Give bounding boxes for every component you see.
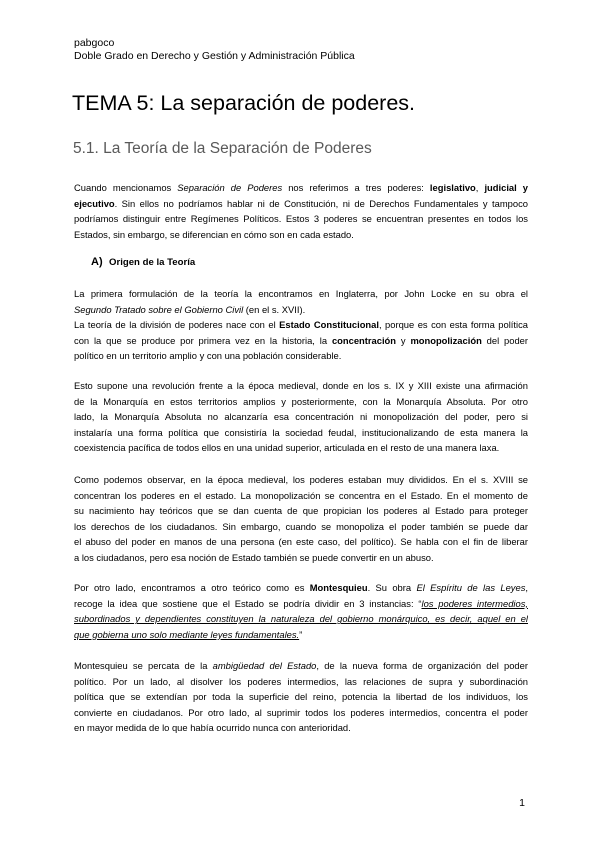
text-line: coexistencia pacífica de todos ellos en una unidad superior, articulada en el resto de una manera laxa. [74, 442, 500, 454]
text-line: Estados, sin embargo, se diferencian en cómo son en cada estado. [74, 228, 354, 240]
text-line: lado, la Monarquía Absoluta no alcanzaría esa concentración ni monopolización del poder, pero si [74, 411, 528, 423]
text-line: los derechos de los ciudadanos. Sin embargo, cuando se monopoliza el poder también se puede dar [74, 520, 528, 532]
page-number: 1 [519, 797, 525, 809]
text-line: de la Monarquía en estos territorios amplios y posteriormente, con la Monarquía Absoluta. Por otro [74, 395, 528, 407]
text-line: que gobierna uno solo mediante leyes fundamentales.” [74, 628, 303, 640]
subsection-label: Origen de la Teoría [109, 257, 196, 268]
page-header [74, 37, 355, 63]
section-heading: 5.1. La Teoría de la Separación de Poderes [73, 140, 372, 157]
paragraph-montesquieu [74, 580, 528, 642]
text-line: concentran los poderes en el estado. La monopolización se concentra en el Estado. En el momento de [74, 489, 528, 501]
text-line: Por otro lado, encontramos a otro teórico como es Montesquieu. Su obra El Espíritu de las Leyes, [74, 582, 528, 593]
subsection-letter: A) [91, 256, 103, 268]
text-line: a los ciudadanos, pero esa noción de Estado también se puede convertir en un abuso. [74, 551, 434, 563]
text-line: su nacimiento hay teóricos que se dan cuenta de que propician los poderes al Estado para proteger [74, 505, 528, 517]
subsection-heading [91, 256, 195, 268]
document-title: TEMA 5: La separación de poderes. [72, 91, 416, 115]
text-line: instalaría una forma política que consistiría la sociedad feudal, institucionalizando de esta manera la [74, 426, 528, 438]
paragraph-medieval [74, 378, 528, 456]
text-line: La primera formulación de la teoría la encontramos en Inglaterra, por John Locke en su obra el [74, 288, 528, 299]
text-line: con la que se produce por primera vez en la historia, la concentración y monopolización del poder [74, 334, 528, 346]
text-line: en mayor medida de lo que había ocurrido nunca con anterioridad. [74, 722, 351, 734]
text-line: ejecutivo. Sin ellos no podríamos hablar ni de Constitución, ni de Derechos Fundamentales y tampoco [74, 197, 528, 209]
text-line: político. Por un lado, al disolver los poderes intermedios, las relaciones de supra y subordinación [74, 675, 528, 687]
text-line: Cuando mencionamos Separación de Poderes nos referimos a tres poderes: legislativo, judicial y [74, 182, 528, 193]
text-line: convierte en ciudadanos. Por otro lado, al suprimir todos los poderes intermedios, concentra el poder [74, 706, 528, 718]
text-line: política que se extendían por toda la superficie del reino, potencia la libertad de los individuos, los [74, 691, 528, 703]
paragraph-intro [74, 180, 528, 242]
paragraph-origin [74, 286, 528, 364]
text-line: Montesquieu se percata de la ambigüedad del Estado, de la nueva forma de organización del poder [74, 660, 528, 671]
text-line: Como podemos observar, en la época medieval, los poderes estaban muy divididos. En el s. XVIII se [74, 474, 528, 485]
paragraph-ambiguedad [74, 658, 528, 736]
header-author: pabgoco [74, 37, 115, 49]
text-line: recoge la idea que sostiene que el Estado se podría dividir en 3 instancias: “los poderes intermedios, [74, 597, 528, 609]
text-line: Esto supone una revolución frente a la época medieval, donde en los s. IX y XIII existe una afirmación [74, 380, 528, 391]
text-line: subordinados y dependientes constituyen la naturaleza del gobierno monárquico, es decir, aquel en el [74, 613, 528, 625]
text-line: podríamos distinguir entre Regímenes Políticos. Estos 3 poderes se encuentran presentes en todos los [74, 213, 528, 225]
text-line: el abuso del poder en manos de una persona (en este caso, del político). Se habla con el fin de liberar [74, 536, 528, 548]
text-line: Segundo Tratado sobre el Gobierno Civil (en el s. XVII). [74, 303, 306, 315]
text-line: La teoría de la división de poderes nace con el Estado Constitucional, porque es con esta forma política [74, 319, 528, 331]
header-degree: Doble Grado en Derecho y Gestión y Administración Pública [74, 50, 355, 62]
paragraph-xviii [74, 472, 528, 566]
text-line: político en un territorio amplio y con una población considerable. [74, 350, 342, 362]
